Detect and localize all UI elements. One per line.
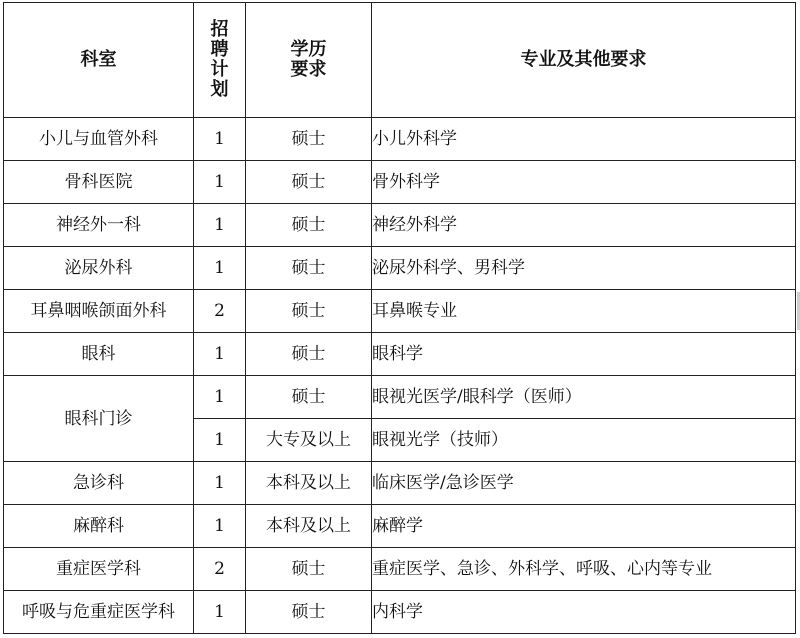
cell-education: 硕士 (246, 548, 372, 591)
header-requirements: 专业及其他要求 (372, 3, 796, 118)
cell-requirements: 小儿外科学 (372, 118, 796, 161)
cell-requirements: 神经外科学 (372, 204, 796, 247)
cell-education: 硕士 (246, 204, 372, 247)
cell-education: 硕士 (246, 376, 372, 419)
cell-department: 重症医学科 (4, 548, 194, 591)
table-row (4, 376, 796, 419)
cell-plan: 2 (194, 290, 246, 333)
cell-plan: 1 (194, 505, 246, 548)
cell-department: 眼科 (4, 333, 194, 376)
cell-plan: 1 (194, 591, 246, 634)
table-row (4, 204, 796, 247)
table-row (4, 118, 796, 161)
recruitment-table (3, 2, 796, 634)
cell-plan: 1 (194, 376, 246, 419)
cell-requirements: 重症医学、急诊、外科学、呼吸、心内等专业 (372, 548, 796, 591)
header-plan-char: 聘 (210, 39, 229, 60)
header-education-line: 要求 (290, 59, 327, 80)
header-recruitment-plan (194, 3, 246, 118)
cell-plan: 2 (194, 548, 246, 591)
table-row (4, 548, 796, 591)
cell-education: 本科及以上 (246, 462, 372, 505)
cell-education: 硕士 (246, 333, 372, 376)
table-row (4, 290, 796, 333)
cell-department: 小儿与血管外科 (4, 118, 194, 161)
header-plan-char: 招 (210, 19, 229, 40)
header-education (246, 3, 372, 118)
cell-requirements: 眼视光学（技师） (372, 419, 796, 462)
header-plan-char: 计 (210, 59, 229, 80)
cell-department: 麻醉科 (4, 505, 194, 548)
cell-requirements: 内科学 (372, 591, 796, 634)
header-plan-char: 划 (210, 79, 229, 100)
header-education-line: 学历 (290, 39, 327, 60)
table-row (4, 505, 796, 548)
cell-requirements: 骨外科学 (372, 161, 796, 204)
cell-plan: 1 (194, 333, 246, 376)
cell-education: 本科及以上 (246, 505, 372, 548)
cell-education: 硕士 (246, 118, 372, 161)
cell-department: 骨科医院 (4, 161, 194, 204)
cell-department: 泌尿外科 (4, 247, 194, 290)
header-department: 科室 (4, 3, 194, 118)
cell-plan: 1 (194, 161, 246, 204)
cell-requirements: 眼科学 (372, 333, 796, 376)
cell-plan: 1 (194, 462, 246, 505)
cell-requirements: 临床医学/急诊医学 (372, 462, 796, 505)
cell-plan: 1 (194, 118, 246, 161)
table-row (4, 462, 796, 505)
cell-education: 硕士 (246, 591, 372, 634)
cell-requirements: 麻醉学 (372, 505, 796, 548)
cell-education: 硕士 (246, 247, 372, 290)
cell-department: 呼吸与危重症医学科 (4, 591, 194, 634)
cell-plan: 1 (194, 247, 246, 290)
cell-plan: 1 (194, 419, 246, 462)
table-row (4, 333, 796, 376)
cell-plan: 1 (194, 204, 246, 247)
table-row (4, 247, 796, 290)
cell-education: 硕士 (246, 290, 372, 333)
cell-department: 急诊科 (4, 462, 194, 505)
cell-requirements: 泌尿外科学、男科学 (372, 247, 796, 290)
table-row (4, 591, 796, 634)
cell-requirements: 耳鼻喉专业 (372, 290, 796, 333)
table-row (4, 161, 796, 204)
cell-requirements: 眼视光医学/眼科学（医师） (372, 376, 796, 419)
cell-education: 大专及以上 (246, 419, 372, 462)
cell-education: 硕士 (246, 161, 372, 204)
cell-department: 耳鼻咽喉颌面外科 (4, 290, 194, 333)
table-header-row (4, 3, 796, 118)
cell-department: 神经外一科 (4, 204, 194, 247)
cell-department: 眼科门诊 (4, 376, 194, 462)
